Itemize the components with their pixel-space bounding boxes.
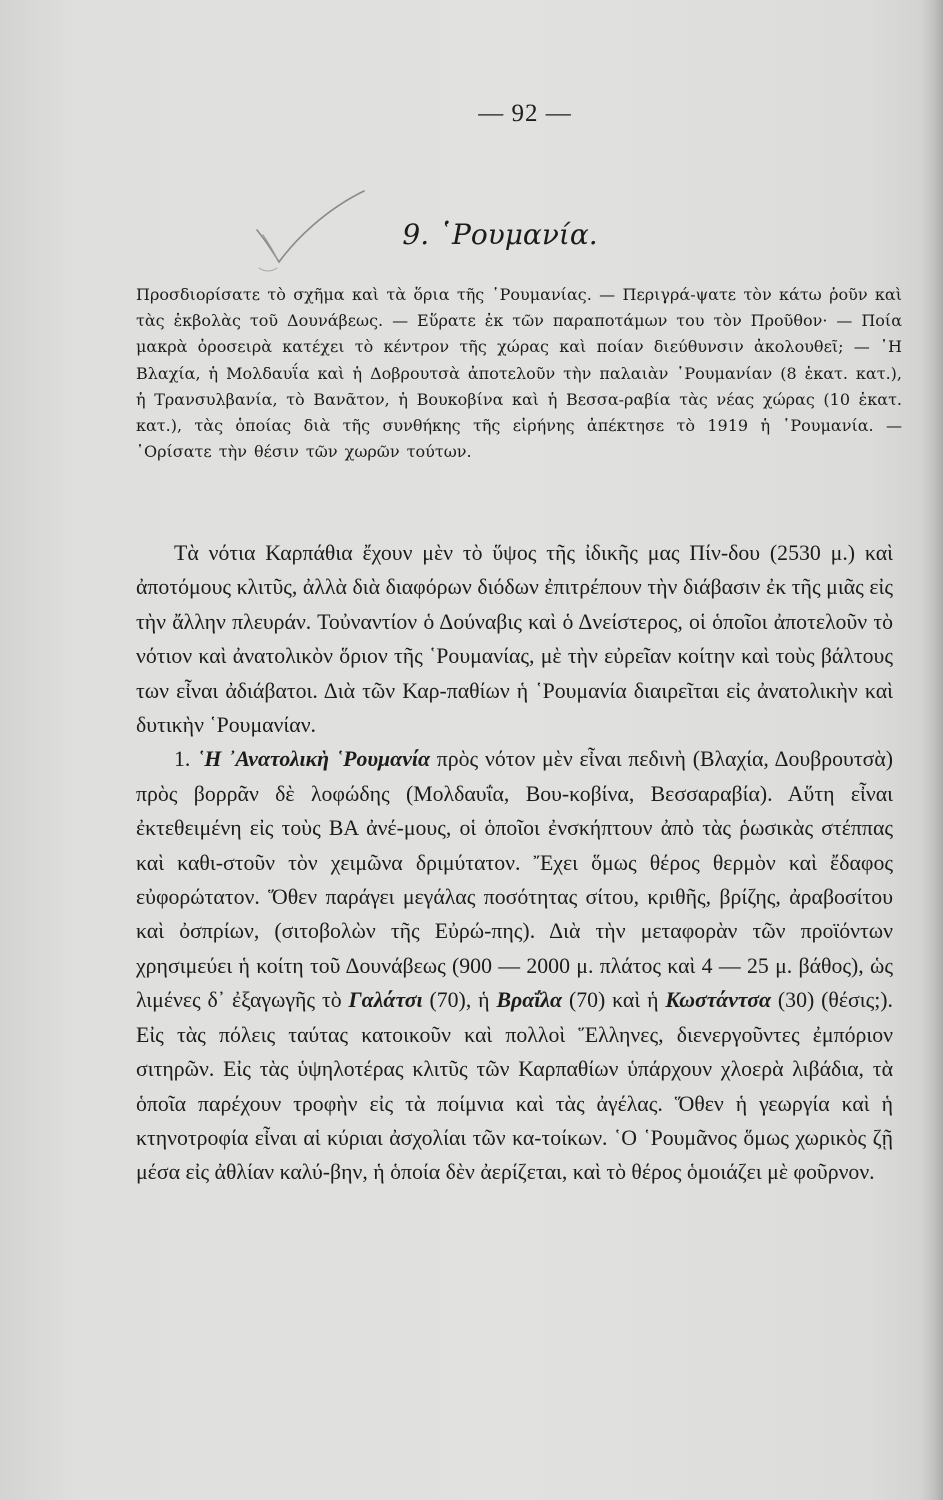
subheading-east-romania: ῾Η ᾿Ανατολικὴ ῾Ρουμανία xyxy=(197,747,431,772)
text-segment: (70), ἡ xyxy=(422,988,497,1013)
text-segment: πρὸς νότον μὲν εἶναι πεδινὴ (Βλαχία, Δουβρουτσὰ) πρὸς βορρᾶν δὲ λοφώδης (Μολδαυΐα, Βου-κοβίνα, Βεσσαραβία). Αὕτη εἶναι ἐκτεθειμένη εἰς τοὺς ΒΑ ἀνέ-μους, οἱ ὁποῖοι ἐνσκήπτουν ἀπὸ τὰς ῥωσικὰς στέππας καὶ καθι-στοῦν τὸν χειμῶνα δριμύτατον. Ἔχει ὅμως θέρος θερμὸν καὶ ἔδαφος εὐφορώτατον. Ὅθεν παράγει μεγάλας ποσότητας σίτου, κριθῆς, βρίζης, ἀραβοσίτου καὶ ὀσπρίων, (σιτοβολὼν τῆς Εὐρώ-πης). Διὰ τὴν μεταφορὰν τῶν προϊόντων χρησιμεύει ἡ κοίτη τοῦ Δουνάβεως (900 — 2000 μ. πλάτος καὶ 4 — 25 μ. βάθος), ὡς λιμένες δ᾿ ἐξαγωγῆς τὸ xyxy=(136,747,894,1013)
section-title: 9. ῾Ρουμανία. xyxy=(402,218,598,251)
page-number: — 92 — xyxy=(478,100,572,127)
paragraph-carpathians: Τὰ νότια Καρπάθια ἔχουν μὲν τὸ ὕψος τῆς ἰδικῆς μας Πίν-δου (2530 μ.) καὶ ἀποτόμους κλιτῦς, ἀλλὰ διὰ διαφόρων διόδων ἐπιτρέπουν τὴν διάβασιν ἐκ τῆς μιᾶς εἰς τὴν ἄλλην πλευράν. Τοὐναντίον ὁ Δούναβις καὶ ὁ Δνείστερος, οἱ ὁποῖοι ἀποτελοῦν τὸ νότιον καὶ ἀνατολικὸν ὅριον τῆς ῾Ρουμανίας, μὲ τὴν εὐρεῖαν κοίτην καὶ τοὺς βάλτους των εἶναι ἀδιάβατοι. Διὰ τῶν Καρ-παθίων ἡ ῾Ρουμανία διαιρεῖται εἰς ἀνατολικὴν καὶ δυτικὴν ῾Ρουμανίαν. xyxy=(136,541,893,738)
exercise-questions: Προσδιορίσατε τὸ σχῆμα καὶ τὰ ὅρια τῆς ῾Ρουμανίας. — Περιγρά-ψατε τὸν κάτω ῥοῦν καὶ τὰς ἐκβολὰς τοῦ Δουνάβεως. — Εὕρατε ἐκ τῶν παραποτάμων του τὸν Προῦθον· — Ποία μακρὰ ὀροσειρὰ κατέχει τὸ κέντρον τῆς χώρας καὶ ποίαν διεύθυνσιν ἀκολουθεῖ; — ῾Η Βλαχία, ἡ Μολδαυΐα καὶ ἡ Δοβρουτσὰ ἀποτελοῦν τὴν παλαιὰν ῾Ρουμανίαν (8 ἑκατ. κατ.), ἡ Τρανσυλβανία, τὸ Βανᾶτον, ἡ Βουκοβίνα καὶ ἡ Βεσσα-ραβία τὰς νέας χώρας (10 ἑκατ. κατ.), τὰς ὁποίας διὰ τῆς συνθήκης τῆς εἰρήνης ἀπέκτησε τὸ 1919 ἡ ῾Ρουμανία. — ῾Ορίσατε τὴν θέσιν τῶν χωρῶν τούτων. xyxy=(136,285,902,462)
place-braila: Βραΐλα xyxy=(496,988,563,1013)
paragraph-number: 1. xyxy=(174,747,198,772)
place-constanta: Κωστάντσα xyxy=(665,988,772,1013)
text-segment: (30) (θέσις;). Εἰς τὰς πόλεις ταύτας κατοικοῦν καὶ πολλοὶ Ἕλληνες, διενεργοῦντες ἐμπόριον σιτηρῶν. Εἰς τὰς ὑψηλοτέρας κλιτῦς τῶν Καρπαθίων ὑπάρχουν χλοερὰ λιβάδια, τὰ ὁποῖα παρέχουν τροφὴν εἰς τὰ ποίμνια καὶ τὰς ἀγέλας. Ὅθεν ἡ γεωργία καὶ ἡ κτηνοτροφία εἶναι αἱ κύριαι ἀσχολίαι τῶν κα-τοίκων. ῾Ο ῾Ρουμᾶνος ὅμως χωρικὸς ζῇ μέσα εἰς ἀθλίαν καλύ-βην, ἡ ὁποία δὲν ἀερίζεται, καὶ τὸ θέρος ὁμοιάζει μὲ φοῦρνον. xyxy=(136,988,893,1185)
text-segment: (70) καὶ ἡ xyxy=(562,988,666,1013)
place-galati: Γαλάτσι xyxy=(348,988,423,1013)
main-text xyxy=(136,536,893,1190)
paragraph-east-romania xyxy=(136,742,893,1189)
